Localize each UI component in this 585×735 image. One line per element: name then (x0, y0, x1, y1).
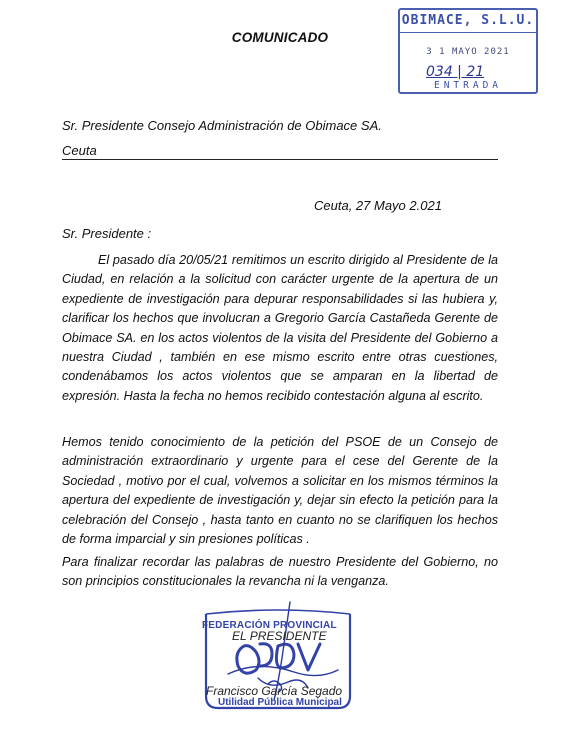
body-paragraph-1: El pasado día 20/05/21 remitimos un escrito dirigido al Presidente de la Ciudad, en relación a la solicitud con carácter urgente de la apertura de un expediente de investigación para depurar responsabilidades si las hubiera y, clarificar los hechos que involucran a Gregorio García Castañeda Gerente de Obimace SA. en los actos violentos de la visita del Presidente del Gobierno a nuestra Ciudad , también en ese mismo escrito entre otras cuestiones, condenábamos los actos violentos que se amparan en la libertad de expresión. Hasta la fecha no hemos recibido contestación alguna al escrito. (62, 253, 498, 403)
address-underline (62, 159, 498, 160)
date-line: Ceuta, 27 Mayo 2.021 (314, 198, 442, 213)
stamp-entry-label: ENTRADA (433, 80, 503, 91)
seal-organization: FEDERACIÓN PROVINCIAL (202, 620, 337, 631)
salutation: Sr. Presidente : (62, 226, 152, 241)
recipient-line: Sr. Presidente Consejo Administración de Obimace SA. (62, 118, 382, 133)
stamp-registry-number: 034 | 21 (426, 64, 485, 80)
signatory-name: Francisco García Segado (206, 684, 343, 698)
body-paragraph-2: Hemos tenido conocimiento de la petición del PSOE de un Consejo de administración extraordinario y urgente para el cese del Gerente de la Sociedad , motivo por el cual, volvemos a solicitar en los mismos términos la apertura del expediente de investigación y, dejar sin efecto la petición para la celebración del Consejo , hasta tanto en cuanto no se clarifiquen los hechos de forma imparcial y sin presiones políticas . (62, 435, 498, 547)
reception-stamp (398, 8, 538, 94)
signature-role: EL PRESIDENTE (232, 629, 327, 643)
stamp-divider (400, 32, 536, 33)
stamp-company: OBIMACE, S.L.U. (401, 13, 535, 28)
recipient-city: Ceuta (62, 143, 97, 158)
seal-subtitle: Utilidad Pública Municipal (218, 697, 342, 708)
document-title: COMUNICADO (231, 30, 329, 45)
stamp-date: 3 1 MAYO 2021 (426, 47, 510, 57)
body-paragraph-3: Para finalizar recordar las palabras de nuestro Presidente del Gobierno, no son principios constitucionales la revancha ni la venganza. (62, 555, 498, 589)
